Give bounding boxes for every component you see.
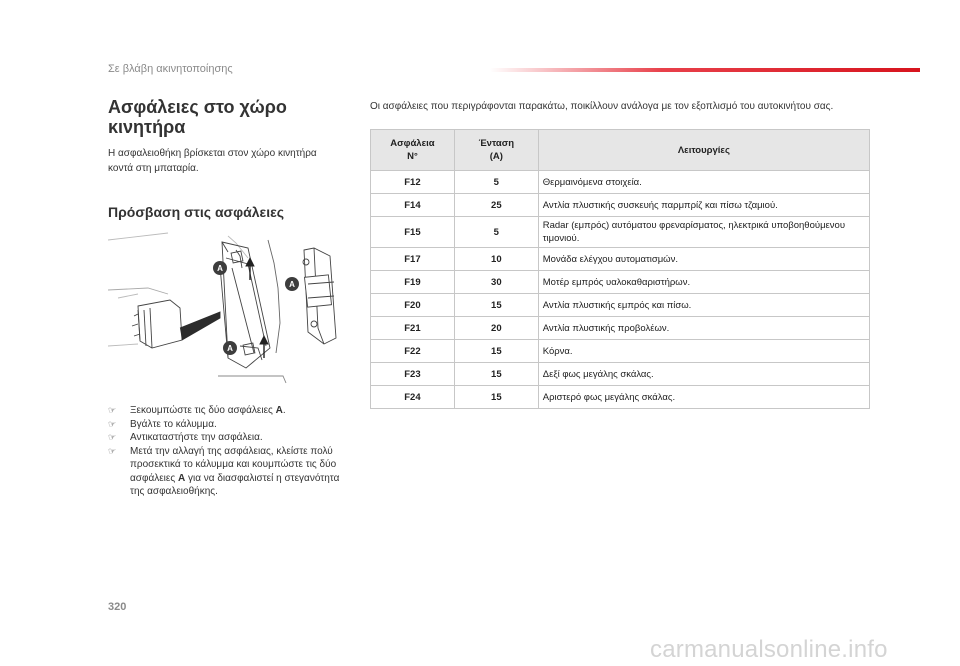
step-2: ☞ Βγάλτε το κάλυμμα. <box>108 418 217 430</box>
column-header-functions: Λειτουργίες <box>538 130 869 171</box>
label-a-1: A <box>217 264 223 273</box>
amperage-cell: 25 <box>454 194 538 217</box>
page-number: 320 <box>108 601 127 613</box>
section-subtitle: Πρόσβαση στις ασφάλειες <box>108 204 285 220</box>
fuse-number-cell: F15 <box>371 217 455 248</box>
function-cell: Αντλία πλυστικής συσκευής παρμπρίζ και πίσω τζαμιού. <box>538 194 869 217</box>
table-intro: Οι ασφάλειες που περιγράφονται παρακάτω, ποικίλλουν ανάλογα με τον εξοπλισμό του αυτοκινήτου σας. <box>370 101 834 112</box>
fuse-number-cell: F17 <box>371 248 455 271</box>
table-row <box>371 194 870 217</box>
function-cell: Αντλία πλυστικής προβολέων. <box>538 317 869 340</box>
function-cell: Αντλία πλυστικής εμπρός και πίσω. <box>538 294 869 317</box>
fuse-number-cell: F24 <box>371 386 455 409</box>
function-cell: Αριστερό φως μεγάλης σκάλας. <box>538 386 869 409</box>
table-row <box>371 171 870 194</box>
fuse-number-cell: F14 <box>371 194 455 217</box>
fuse-number-cell: F23 <box>371 363 455 386</box>
pointing-hand-icon: ☞ <box>108 418 117 429</box>
label-a-badge-3 <box>223 341 237 355</box>
amperage-cell: 15 <box>454 340 538 363</box>
step-4: ☞ Μετά την αλλαγή της ασφάλειας, κλείστε πολύ προσεκτικά το κάλυμμα και κουμπώστε τις δύο ασφάλειες A για να διασφαλιστεί η στεγανότητα της ασφαλειοθήκης. <box>108 445 340 497</box>
table-row <box>371 363 870 386</box>
table-header-row <box>371 130 870 171</box>
amperage-cell: 10 <box>454 248 538 271</box>
table-row <box>371 294 870 317</box>
table-row <box>371 340 870 363</box>
page-title-line-2: κινητήρα <box>108 117 186 137</box>
page-title-line-1: Ασφάλειες στο χώρο <box>108 97 287 117</box>
column-header-fuse: Ασφάλεια N° <box>371 130 455 171</box>
label-a-2: A <box>289 280 295 289</box>
amperage-cell: 5 <box>454 171 538 194</box>
header-accent-line <box>490 68 920 72</box>
pointing-hand-icon: ☞ <box>108 432 117 442</box>
fuse-number-cell: F19 <box>371 271 455 294</box>
step-1: ☞ Ξεκουμπώστε τις δύο ασφάλειες A. <box>108 405 286 416</box>
column-header-amperage: Ένταση (A) <box>454 130 538 171</box>
table-row <box>371 317 870 340</box>
label-a-3: A <box>227 344 233 353</box>
function-cell: Μοτέρ εμπρός υαλοκαθαριστήρων. <box>538 271 869 294</box>
amperage-cell: 20 <box>454 317 538 340</box>
function-cell: Radar (εμπρός) αυτόματου φρεναρίσματος, ηλεκτρικά υποβοηθούμενου τιμονιού. <box>538 217 869 248</box>
step-3: ☞ Αντικαταστήστε την ασφάλεια. <box>108 432 263 443</box>
amperage-cell: 5 <box>454 217 538 248</box>
amperage-cell: 15 <box>454 294 538 317</box>
fuse-table <box>370 129 870 409</box>
table-row <box>371 271 870 294</box>
function-cell: Δεξί φως μεγάλης σκάλας. <box>538 363 869 386</box>
fuse-number-cell: F22 <box>371 340 455 363</box>
section-header: Σε βλάβη ακινητοποίησης <box>108 63 233 75</box>
pointing-hand-icon: ☞ <box>108 445 117 456</box>
amperage-cell: 30 <box>454 271 538 294</box>
fuse-number-cell: F21 <box>371 317 455 340</box>
fuse-number-cell: F12 <box>371 171 455 194</box>
intro-paragraph: Η ασφαλειοθήκη βρίσκεται στον χώρο κινητήρα κοντά στη μπαταρία. <box>108 148 317 174</box>
function-cell: Θερμαινόμενα στοιχεία. <box>538 171 869 194</box>
fuse-box-illustration <box>108 228 340 388</box>
function-cell: Μονάδα ελέγχου αυτοματισμών. <box>538 248 869 271</box>
amperage-cell: 15 <box>454 386 538 409</box>
page-title <box>108 97 328 137</box>
table-row <box>371 248 870 271</box>
fuse-box-drawing <box>108 228 340 388</box>
amperage-cell: 15 <box>454 363 538 386</box>
label-a-badge-1 <box>213 261 227 275</box>
table-row <box>371 217 870 248</box>
function-cell: Κόρνα. <box>538 340 869 363</box>
table-row <box>371 386 870 409</box>
pointing-hand-icon: ☞ <box>108 405 117 415</box>
instruction-steps <box>108 404 340 499</box>
watermark: carmanualsonline.info <box>650 636 888 663</box>
fuse-number-cell: F20 <box>371 294 455 317</box>
label-a-badge-2 <box>285 277 299 291</box>
